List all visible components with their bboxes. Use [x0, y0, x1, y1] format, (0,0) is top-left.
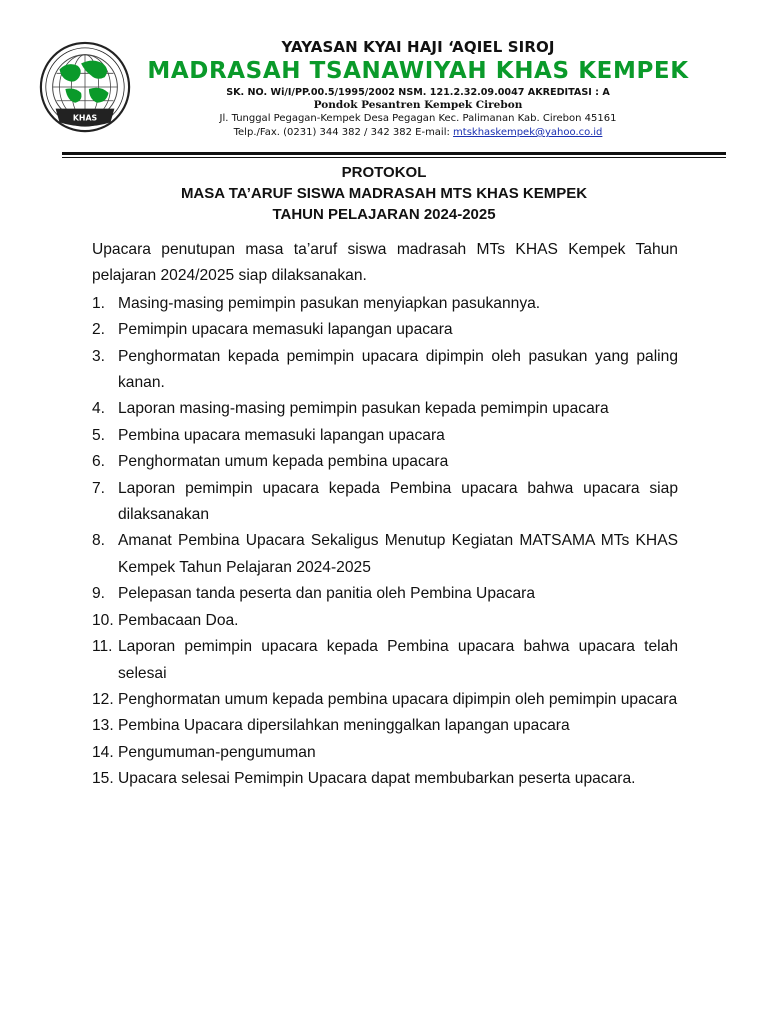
step-number: 13. [92, 717, 114, 735]
step-number: 15. [92, 770, 114, 788]
step-text: Pengumuman-pengumuman [118, 743, 316, 761]
step-text: Pelepasan tanda peserta dan panitia oleh Pembina Upacara [118, 585, 535, 603]
step-number: 14. [92, 743, 114, 761]
step-number: 4. [92, 400, 106, 418]
list-item [92, 581, 678, 607]
letterhead [138, 38, 698, 140]
email-link[interactable]: mtskhaskempek@yahoo.co.id [453, 127, 603, 138]
sk-accreditation-line: SK. NO. Wi/I/PP.00.5/1995/2002 NSM. 121.2.32.09.0047 AKREDITASI : A [226, 87, 610, 98]
step-text: Laporan pemimpin upacara kepada Pembina upacara bahwa upacara siap dilaksanakan [118, 479, 678, 524]
step-text: Masing-masing pemimpin pasukan menyiapkan pasukannya. [118, 294, 541, 312]
list-item [92, 634, 678, 687]
step-number: 7. [92, 479, 106, 497]
list-item [92, 344, 678, 397]
list-item [92, 396, 678, 422]
step-text: Upacara selesai Pemimpin Upacara dapat membubarkan peserta upacara. [118, 770, 636, 788]
foundation-name: YAYASAN KYAI HAJI ‘AQIEL SIROJ [281, 38, 555, 56]
pondok-name: Pondok Pesantren Kempek Cirebon [313, 99, 523, 111]
protocol-steps [92, 291, 678, 793]
document-body [92, 237, 678, 793]
step-number: 3. [92, 347, 106, 365]
step-number: 10. [92, 611, 114, 629]
list-item [92, 291, 678, 317]
step-text: Penghormatan kepada pemimpin upacara dipimpin oleh pasukan yang paling kanan. [118, 347, 678, 392]
step-text: Penghormatan umum kepada pembina upacara [118, 453, 449, 471]
list-item [92, 476, 678, 529]
title-protokol: PROTOKOL [341, 164, 427, 181]
step-text: Penghormatan umum kepada pembina upacara dipimpin oleh pemimpin upacara [118, 690, 678, 708]
step-text: Laporan pemimpin upacara kepada Pembina upacara bahwa upacara telah selesai [118, 638, 678, 682]
title-year: TAHUN PELAJARAN 2024-2025 [272, 206, 496, 223]
list-item [92, 317, 678, 343]
address-line: Jl. Tunggal Pegagan-Kempek Desa Pegagan Kec. Palimanan Kab. Cirebon 45161 [219, 113, 617, 124]
school-name: MADRASAH TSANAWIYAH KHAS KEMPEK [147, 58, 689, 84]
contact-line [138, 126, 698, 140]
list-item [92, 528, 678, 581]
logo-text: KHAS [72, 113, 98, 123]
step-number: 2. [92, 321, 106, 339]
step-text: Pembina Upacara dipersilahkan meninggalkan lapangan upacara [118, 717, 570, 735]
list-item [92, 713, 678, 739]
step-text: Pembacaan Doa. [118, 611, 239, 629]
step-text: Pemimpin upacara memasuki lapangan upacara [118, 321, 453, 339]
madrasah-logo [36, 40, 134, 138]
intro-paragraph: Upacara penutupan masa ta’aruf siswa madrasah MTs KHAS Kempek Tahun pelajaran 2024/2025 siap dilaksanakan. [92, 241, 678, 285]
step-number: 8. [92, 532, 106, 550]
letterhead-divider-thick [62, 152, 726, 155]
list-item [92, 449, 678, 475]
telp-text: Telp./Fax. (0231) 344 382 / 342 382 E-mail: [233, 127, 454, 138]
list-item [92, 687, 678, 713]
step-number: 6. [92, 453, 106, 471]
step-text: Pembina upacara memasuki lapangan upacara [118, 426, 445, 444]
step-number: 1. [92, 294, 106, 312]
list-item [92, 423, 678, 449]
step-text: Amanat Pembina Upacara Sekaligus Menutup Kegiatan MATSAMA MTs KHAS Kempek Tahun Pelajaran 2024-2025 [118, 532, 678, 576]
letterhead-divider-thin [62, 157, 726, 158]
step-text: Laporan masing-masing pemimpin pasukan kepada pemimpin upacara [118, 400, 609, 418]
step-number: 9. [92, 585, 106, 603]
list-item [92, 608, 678, 634]
step-number: 5. [92, 426, 106, 444]
step-number: 12. [92, 690, 114, 708]
step-number: 11. [92, 638, 113, 656]
list-item [92, 766, 678, 792]
title-event: MASA TA’ARUF SISWA MADRASAH MTS KHAS KEMPEK [180, 185, 588, 202]
title-block [60, 162, 708, 225]
list-item [92, 740, 678, 766]
